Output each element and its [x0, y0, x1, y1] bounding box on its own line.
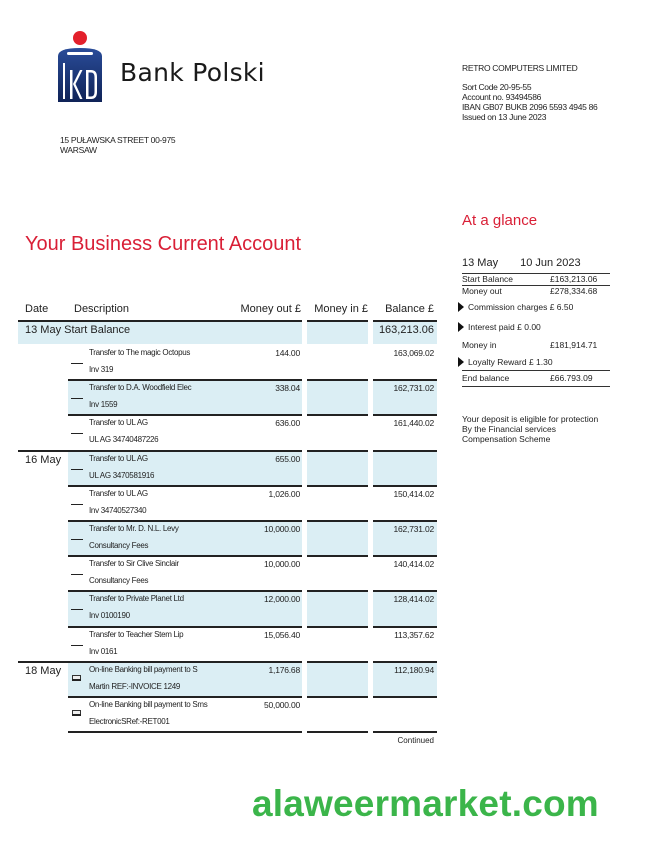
account-info	[462, 63, 597, 122]
row-description-line2: Martin REF:-INVOICE 1249	[89, 682, 181, 691]
row-in-cell	[307, 344, 368, 379]
continued-label: Continued	[397, 736, 434, 745]
row-description-line1: Transfer to Teacher Stem Lip	[89, 630, 184, 639]
row-money-out: 636.00	[275, 418, 300, 428]
row-balance: 113,357.62	[394, 630, 434, 640]
row-description-line1: Transfer to UL AG	[89, 418, 148, 427]
row-money-out: 144.00	[275, 348, 300, 358]
row-description-line1: Transfer to The magic Octopus	[89, 348, 191, 357]
row-money-out: 15,056.40	[263, 630, 300, 640]
row-description-line2: Inv 0161	[89, 647, 118, 656]
row-in-cell	[307, 626, 368, 661]
row-description-line2: Inv 0100190	[89, 611, 130, 620]
row-in-cell	[307, 555, 368, 590]
money-out-label: Money out	[462, 286, 502, 296]
loyalty-text: Loyalty Reward £ 1.30	[468, 357, 553, 367]
row-money-out: 1,176.68	[268, 665, 300, 675]
row-money-out: 10,000.00	[263, 559, 300, 569]
glance-money-out	[462, 286, 610, 297]
row-description-line1: Transfer to D.A. Woodfield Elec	[89, 383, 192, 392]
end-balance-label: End balance	[462, 373, 510, 383]
expand-arrow-icon[interactable]	[458, 357, 464, 367]
row-description-line2: UL AG 3470581916	[89, 471, 155, 480]
commission-text: Commission charges £ 6.50	[468, 302, 574, 312]
row-description-line1: On-line Banking bill payment to Sms	[89, 700, 208, 709]
protection-line-1: Your deposit is eligible for protection	[462, 414, 599, 424]
row-description-line1: On-line Banking bill payment to S	[89, 665, 198, 674]
transfer-dash-icon	[71, 433, 83, 434]
issued-date: Issued on 13 June 2023	[462, 112, 547, 122]
transfer-dash-icon	[71, 539, 83, 540]
deposit-protection-note	[462, 414, 598, 444]
glance-commission[interactable]	[462, 299, 610, 315]
row-in-cell	[307, 414, 368, 450]
row-in-cell	[307, 696, 368, 731]
sort-code: Sort Code 20-95-55	[462, 82, 532, 92]
protection-line-2: By the Financial services	[462, 424, 557, 434]
row-money-out: 338.04	[275, 383, 300, 393]
row-money-out: 655.00	[275, 454, 300, 464]
row-description-line1: Transfer to Sir Clive Sinclair	[89, 559, 179, 568]
computer-icon	[72, 710, 81, 716]
row-balance: 140,414.02	[393, 559, 434, 569]
bank-address	[60, 135, 175, 155]
row-money-out: 1,026.00	[268, 489, 300, 499]
account-number: Account no. 93494586	[462, 92, 542, 102]
row-in-cell	[307, 661, 368, 696]
transfer-dash-icon	[71, 609, 83, 610]
computer-icon	[72, 675, 81, 681]
end-balance-value: £66.793.09	[550, 373, 593, 383]
address-line-1: 15 PUŁAWSKA STREET 00-975	[60, 135, 176, 145]
table-bottom-rule	[68, 731, 302, 733]
row-balance: 163,069.02	[393, 348, 434, 358]
glance-title: At a glance	[462, 212, 538, 229]
row-in-cell	[307, 590, 368, 626]
row-date: 16 May	[25, 454, 62, 466]
money-in-value: £181,914.71	[550, 340, 598, 350]
row-description-line1: Transfer to Mr. D. N.L. Levy	[89, 524, 179, 533]
period-from: 13 May	[462, 257, 499, 269]
transfer-dash-icon	[71, 363, 83, 364]
transfer-dash-icon	[71, 574, 83, 575]
glance-start-balance	[462, 274, 610, 286]
glance-interest[interactable]	[462, 319, 610, 335]
row-in-cell	[307, 520, 368, 555]
row-money-out: 50,000.00	[263, 700, 300, 710]
bank-name: Bank Polski	[120, 58, 265, 87]
row-balance: 162,731.02	[393, 524, 434, 534]
interest-text: Interest paid £ 0.00	[468, 322, 541, 332]
glance-money-in	[462, 337, 610, 353]
expand-arrow-icon[interactable]	[458, 322, 464, 332]
glance-period	[462, 257, 610, 274]
row-description-line2: Inv 34740527340	[89, 506, 147, 515]
iban: IBAN GB07 BUKB 2096 5593 4945 86	[462, 102, 598, 112]
row-description-line1: Transfer to UL AG	[89, 489, 148, 498]
row-money-out: 10,000.00	[263, 524, 300, 534]
protection-line-3: Compensation Scheme	[462, 434, 551, 444]
transfer-dash-icon	[71, 398, 83, 399]
watermark: alaweermarket.com	[252, 783, 599, 824]
start-row-in-bg	[307, 320, 368, 344]
row-in-cell	[307, 450, 368, 485]
column-header-description: Description	[74, 303, 130, 315]
row-description-line2: Consultancy Fees	[89, 541, 149, 550]
glance-end-balance	[462, 370, 610, 387]
column-header-money-out: Money out £	[240, 303, 301, 315]
row-balance: 150,414.02	[393, 489, 434, 499]
period-to: 10 Jun 2023	[520, 257, 581, 269]
row-description-line1: Transfer to UL AG	[89, 454, 148, 463]
start-balance-row-label: 13 May Start Balance	[25, 324, 131, 336]
start-balance-row-value: 163,213.06	[378, 324, 434, 336]
table-bottom-rule	[373, 731, 437, 733]
row-balance: 128,414.02	[393, 594, 434, 604]
row-balance: 162,731.02	[393, 383, 434, 393]
page-title: Your Business Current Account	[25, 233, 302, 255]
row-description-line2: Inv 1559	[89, 400, 118, 409]
pko-logo-icon	[55, 30, 105, 105]
company-name: RETRO COMPUTERS LIMITED	[462, 63, 578, 73]
column-header-money-in: Money in £	[314, 303, 368, 315]
start-balance-value: £163,213.06	[550, 274, 598, 284]
transfer-dash-icon	[71, 469, 83, 470]
column-header-balance: Balance £	[385, 303, 434, 315]
address-line-2: WARSAW	[60, 145, 97, 155]
expand-arrow-icon[interactable]	[458, 302, 464, 312]
row-bal-cell	[373, 696, 437, 731]
row-description-line2: Consultancy Fees	[89, 576, 149, 585]
money-out-value: £278,334.68	[550, 286, 598, 296]
row-money-out: 12,000.00	[263, 594, 300, 604]
money-in-label: Money in	[462, 340, 497, 350]
row-bal-cell	[373, 450, 437, 485]
row-description-line1: Transfer to Private Planet Ltd	[89, 594, 184, 603]
row-in-cell	[307, 379, 368, 414]
row-balance: 112,180.94	[394, 665, 434, 675]
row-description-line2: ElectronicSRef:-RET001	[89, 717, 170, 726]
table-bottom-rule	[307, 731, 368, 733]
glance-panel	[462, 257, 610, 387]
glance-loyalty[interactable]	[462, 354, 610, 370]
row-balance: 161,440.02	[393, 418, 434, 428]
start-balance-label: Start Balance	[462, 274, 514, 284]
row-date: 18 May	[25, 665, 62, 677]
transfer-dash-icon	[71, 504, 83, 505]
row-in-cell	[307, 485, 368, 520]
column-header-date: Date	[25, 303, 49, 315]
row-description-line2: UL AG 34740487226	[89, 435, 159, 444]
row-description-line2: Inv 319	[89, 365, 114, 374]
transfer-dash-icon	[71, 645, 83, 646]
